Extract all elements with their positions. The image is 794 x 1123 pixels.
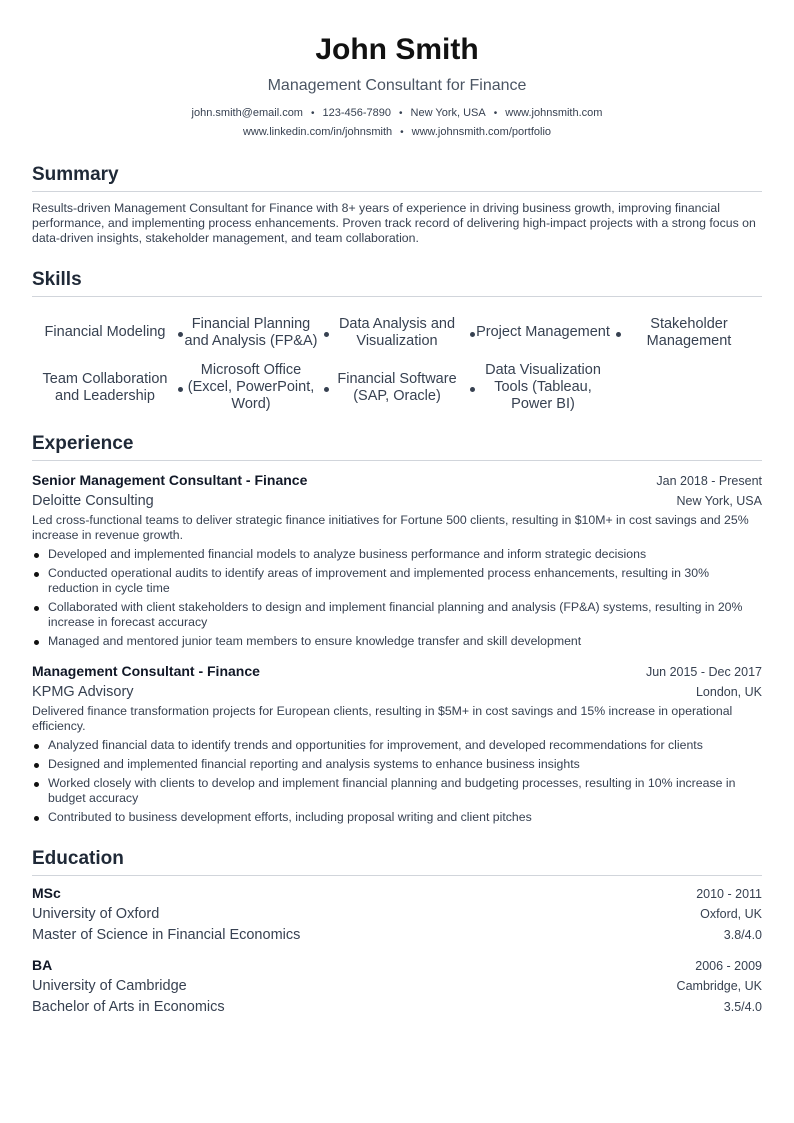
bullet-text: Developed and implemented financial models to analyze business performance and inform strategic decisions [48,547,647,561]
job-dates: Jan 2018 - Present [656,474,762,488]
education-entry [32,956,762,1016]
list-item [32,566,762,596]
skill-item [32,360,178,415]
list-item [32,738,762,753]
bullet-icon [34,572,39,577]
separator-dot: • [493,108,498,119]
skill-label: Stakeholder Management [646,315,732,349]
summary-heading: Summary [32,163,762,192]
job-location: New York, USA [676,494,762,508]
skills-grid [32,305,762,415]
bullet-icon [34,782,39,787]
education-heading: Education [32,847,762,876]
field-of-study: Master of Science in Financial Economics [32,927,301,943]
skill-label: Financial Planning and Analysis (FP&A) [184,315,318,349]
skill-item [324,305,470,360]
job-company: Deloitte Consulting [32,493,154,509]
candidate-name: John Smith [315,33,479,66]
experience-entry [32,471,762,649]
school-row [32,974,762,995]
job-company-row [32,489,762,510]
job-dates: Jun 2015 - Dec 2017 [645,665,762,679]
skill-label: Data Visualization Tools (Tableau, Power BI) [485,362,601,412]
degree-name: BA [32,957,53,973]
skill-item [32,305,178,360]
bullet-text: Contributed to business development efforts, including proposal writing and client pitches [48,810,532,824]
education-dates: 2010 - 2011 [696,887,762,901]
bullet-text: Designed and implemented financial reporting and analysis systems to enhance business insights [48,757,580,771]
field-row [32,995,762,1016]
skill-item [178,305,324,360]
list-item [32,600,762,630]
contact-phone[interactable]: 123-456-7890 [322,107,392,119]
list-item [32,757,762,772]
job-title-row [32,662,762,680]
skills-heading: Skills [32,268,762,297]
contact-portfolio[interactable]: www.johnsmith.com/portfolio [411,126,552,138]
skill-label: Project Management [476,324,610,340]
candidate-role: Management Consultant for Finance [267,77,527,94]
contact-location: New York, USA [410,107,486,119]
resume-header [32,0,762,142]
bullet-icon [34,553,39,558]
job-company-row [32,680,762,701]
skill-label: Financial Modeling [44,324,166,340]
gpa: 3.8/4.0 [723,928,762,942]
job-location: London, UK [695,685,762,699]
education-dates: 2006 - 2009 [695,959,762,973]
bullet-icon [34,744,39,749]
job-title: Management Consultant - Finance [32,663,260,679]
field-row [32,923,762,944]
job-bullets [32,738,762,825]
contact-line-2 [32,123,762,142]
skill-item [470,360,616,415]
bullet-icon [34,816,39,821]
skill-label: Data Analysis and Visualization [338,315,456,349]
list-item [32,810,762,825]
skill-item [324,360,470,415]
bullet-text: Conducted operational audits to identify areas of improvement and implemented process enhancements, resulting in 30% reduction in cycle time [48,566,709,595]
school-location: Cambridge, UK [676,979,762,993]
bullet-text: Collaborated with client stakeholders to design and implement financial planning and analysis (FP&A) systems, resulting in 20% increase in forecast accuracy [48,600,743,629]
school-name: University of Cambridge [32,978,187,994]
bullet-icon [34,763,39,768]
bullet-text: Analyzed financial data to identify trends and opportunities for improvement, and developed recommendations for clients [48,738,703,752]
job-company: KPMG Advisory [32,684,134,700]
education-entry [32,884,762,944]
contact-line-1 [32,104,762,123]
experience-entry [32,662,762,825]
job-bullets [32,547,762,649]
job-title-row [32,471,762,489]
degree-name: MSc [32,885,61,901]
experience-heading: Experience [32,432,762,461]
school-row [32,902,762,923]
list-item [32,547,762,562]
bullet-icon [34,640,39,645]
skill-item [470,305,616,360]
list-item [32,776,762,806]
job-description: Delivered finance transformation projects for European clients, resulting in $5M+ in cost savings and 15% increase in operational efficiency. [32,704,733,733]
contact-email[interactable]: john.smith@email.com [191,107,303,119]
skill-label: Microsoft Office (Excel, PowerPoint, Word) [187,362,315,412]
school-location: Oxford, UK [700,907,762,921]
separator-dot: • [399,108,403,119]
gpa: 3.5/4.0 [723,1000,762,1014]
contact-website[interactable]: www.johnsmith.com [505,107,603,119]
skill-label: Team Collaboration and Leadership [42,370,168,404]
degree-row [32,884,762,902]
list-item [32,634,762,649]
skill-item [178,360,324,415]
skill-item [616,305,762,360]
bullet-text: Worked closely with clients to develop and implement financial planning and budgeting processes, resulting in 10% increase in budget accuracy [48,776,736,805]
separator-dot: • [400,127,404,138]
summary-text: Results-driven Management Consultant for Finance with 8+ years of experience in driving business growth, improving financial performance, and implementing process enhancements. Proven track record of delivering high-impact projects with a strong focus on data-driven insights, stakeholder management, and team collaboration. [32,201,756,245]
skill-label: Financial Software (SAP, Oracle) [337,370,457,404]
contact-linkedin[interactable]: www.linkedin.com/in/johnsmith [242,126,393,138]
job-description: Led cross-functional teams to deliver strategic finance initiatives for Fortune 500 clients, resulting in $10M+ in cost savings and 25% increase in revenue growth. [32,513,749,542]
bullet-icon [34,606,39,611]
school-name: University of Oxford [32,906,160,922]
degree-row [32,956,762,974]
bullet-text: Managed and mentored junior team members to ensure knowledge transfer and skill development [48,634,582,648]
field-of-study: Bachelor of Arts in Economics [32,999,225,1015]
job-title: Senior Management Consultant - Finance [32,472,308,488]
separator-dot: • [310,108,315,119]
